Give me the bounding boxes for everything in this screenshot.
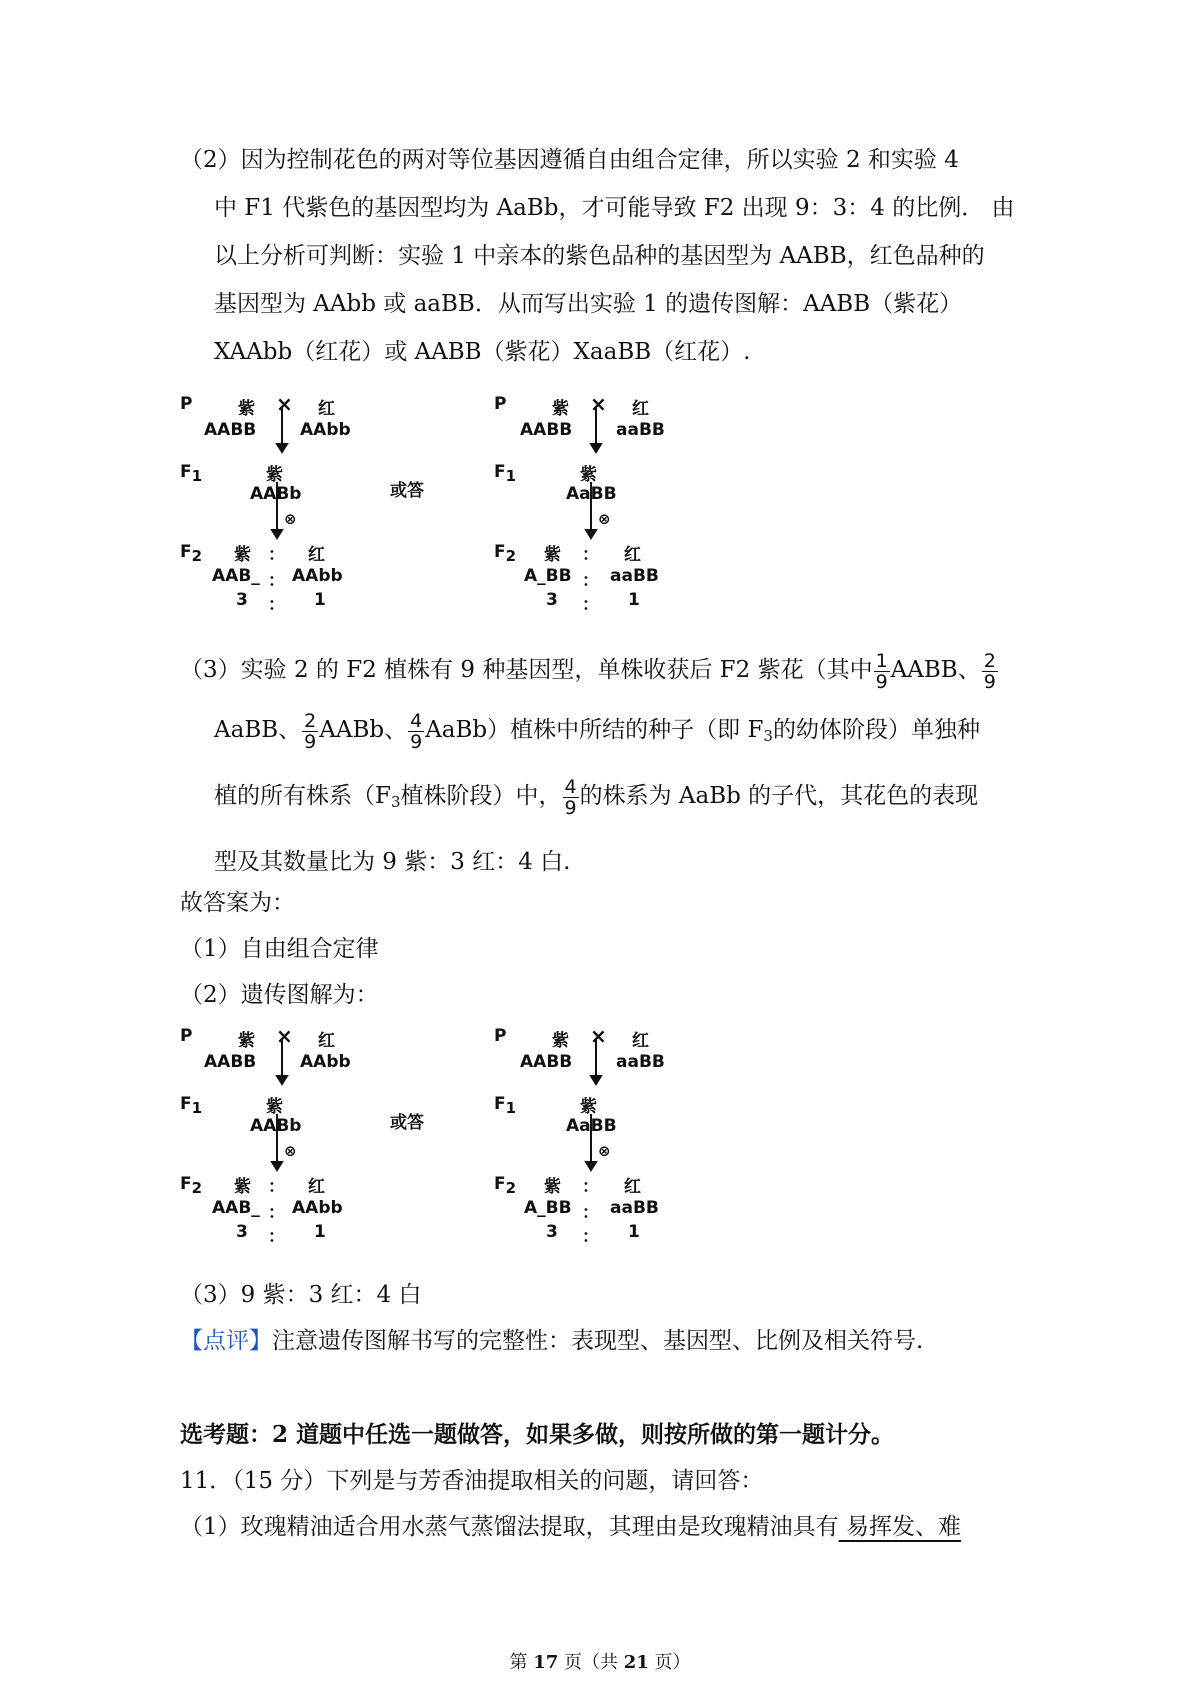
diagram-2-left-p-label: P [180, 1026, 193, 1046]
diagram-2-right-ratio-1: 3 [546, 1222, 558, 1242]
diagram-2-left-f2-label: F2 [180, 1174, 203, 1197]
paragraph-3 [180, 640, 1030, 892]
diagram-1-left-cross: × [276, 392, 293, 416]
elective-section [180, 1412, 1030, 1550]
diagram-2-right-cross: × [590, 1024, 607, 1048]
diagram-2-left-f2-red: 红 [308, 1177, 325, 1197]
diagram-2-left-f1-genotype: AABb [250, 1116, 302, 1136]
diagram-1-right-f2-colon: ： [582, 545, 599, 565]
diagram-1-right-ratio-2: 1 [628, 590, 640, 610]
diagram-2-right-self-symbol: ⊗ [598, 1142, 611, 1160]
diagram-2-right-p1-genotype: AABB [520, 1052, 573, 1072]
page-number: 17 [533, 1652, 559, 1673]
diagram-2-right-ratio-colon: ： [582, 1227, 599, 1247]
diagram-1-right-f2-purple: 紫 [544, 545, 561, 565]
diagram-2-left-p1-genotype: AABB [204, 1052, 257, 1072]
diagram-2-right-f1-label: F1 [494, 1094, 517, 1117]
diagram-1-left-f2-colon-2: ： [268, 571, 285, 591]
page-footer: 第 17 页（共 21 页） [509, 1652, 691, 1673]
diagram-2-left-ratio-colon: ： [268, 1227, 285, 1247]
question-11: 11．（15 分）下列是与芳香油提取相关的问题，请回答： [180, 1468, 764, 1494]
diagram-2-right-f2-genotype-b: aaBB [610, 1198, 659, 1218]
diagram-1-right-self-symbol: ⊗ [598, 510, 611, 528]
diagram-2-left-p-red: 红 [318, 1031, 335, 1051]
diagram-1-left-p-purple: 紫 [238, 399, 255, 419]
p2-line-4: 基因型为 AAbb 或 aaBB．从而写出实验 1 的遗传图解：AABB（紫花） [214, 291, 963, 317]
diagram-2-left-p2-genotype: AAbb [300, 1052, 351, 1072]
diagram-2-left-ratio-2: 1 [314, 1222, 326, 1242]
diagram-2-right-f2-genotype-a: A_BB [524, 1198, 572, 1218]
diagram-1-right-f2-red: 红 [624, 545, 641, 565]
fraction-1-9: $\frac{1}{9}$ [875, 649, 888, 693]
diagram-2-left-ratio-1: 3 [236, 1222, 248, 1242]
diagram-1-or-answer: 或答 [390, 481, 424, 501]
diagram-2-or-answer: 或答 [390, 1113, 424, 1133]
diagram-2-left-f2-genotype-a: AAB_ [212, 1198, 260, 1218]
answer-section [180, 880, 1030, 1018]
diagram-2-left-f2-colon-2: ： [268, 1203, 285, 1223]
diagram-2-left-f2-colon: ： [268, 1177, 285, 1197]
answer-heading: 故答案为： [180, 890, 295, 916]
paragraph-2 [180, 136, 1030, 376]
answer-2: （2）遗传图解为： [180, 982, 379, 1008]
p3-line-2: AaBB、 $\frac{2}{9}$ AABb、 $\frac{4}{9}$ AaBb）植株中所结的种子（即 $F_3$的幼体阶段）单独种 [214, 709, 980, 753]
diagram-1-right-f2-colon-2: ： [582, 571, 599, 591]
q11-blank-answer: 易挥发、难 [838, 1514, 961, 1540]
fraction-2-9-a: $\frac{2}{9}$ [983, 649, 996, 693]
answer-1: （1）自由组合定律 [180, 936, 379, 962]
diagram-1-left-f2-genotype-b: AAbb [292, 566, 343, 586]
fraction-4-9-a: $\frac{4}{9}$ [410, 709, 423, 753]
p2-line-2: 中 F1 代紫色的基因型均为 AaBb，才可能导致 F2 出现 9：3：4 的比例． 由 [214, 195, 1015, 221]
diagram-1-right-p-purple: 紫 [552, 399, 569, 419]
p3-line-1: （3）实验 2 的 F2 植株有 9 种基因型，单株收获后 F2 紫花（其中 $\frac{1}{9}$ AABB、 $\frac{2}{9}$ [180, 649, 996, 693]
p2-line-3: 以上分析可判断：实验 1 中亲本的紫色品种的基因型为 AABB，红色品种的 [214, 243, 985, 269]
diagram-2-left-p-purple: 紫 [238, 1031, 255, 1051]
diagram-1-right-p2-genotype: aaBB [616, 420, 665, 440]
diagram-2-right-p-purple: 紫 [552, 1031, 569, 1051]
diagram-1-right-f1-label: F1 [494, 462, 517, 485]
comment-line [180, 1318, 1030, 1364]
diagram-2-right-p-red: 红 [632, 1031, 649, 1051]
diagram-1-left-p-label: P [180, 394, 193, 414]
diagram-2-left-f1-purple: 紫 [266, 1097, 283, 1117]
diagram-1-right-ratio-colon: ： [582, 595, 599, 615]
diagram-2-right-f2-colon: ： [582, 1177, 599, 1197]
diagram-1-left-f1-label: F1 [180, 462, 203, 485]
diagram-1-left-p2-genotype: AAbb [300, 420, 351, 440]
elective-note: 选考题：2 道题中任选一题做答，如果多做，则按所做的第一题计分。 [180, 1421, 895, 1448]
diagram-1-left-p-red: 红 [318, 399, 335, 419]
diagram-1-left-p1-genotype: AABB [204, 420, 257, 440]
diagram-2-right-p2-genotype: aaBB [616, 1052, 665, 1072]
answer-3: （3）9 紫：3 红：4 白 [180, 1282, 422, 1308]
diagram-1-right-f1-purple: 紫 [580, 465, 597, 485]
diagram-2-right-ratio-2: 1 [628, 1222, 640, 1242]
genetic-diagram-1 [180, 392, 700, 632]
diagram-1-left-f2-purple: 紫 [234, 545, 251, 565]
diagram-1-right-f2-genotype-a: A_BB [524, 566, 572, 586]
question-11-part-1: （1）玫瑰精油适合用水蒸气蒸馏法提取，其理由是玫瑰精油具有 易挥发、难 [180, 1514, 961, 1540]
p3-line-3: 植的所有株系（$F_3$植株阶段）中， $\frac{4}{9}$ 的株系为 AaBb 的子代，其花色的表现 [214, 775, 979, 819]
diagram-2-right-f2-red: 红 [624, 1177, 641, 1197]
diagram-2-right-f1-purple: 紫 [580, 1097, 597, 1117]
diagram-1-left-f2-label: F2 [180, 542, 203, 565]
diagram-2-left-f2-purple: 紫 [234, 1177, 251, 1197]
diagram-2-right-p-label: P [494, 1026, 507, 1046]
diagram-2-left-cross: × [276, 1024, 293, 1048]
p2-line-1: （2）因为控制花色的两对等位基因遵循自由组合定律，所以实验 2 和实验 4 [180, 147, 959, 173]
fraction-4-9-b: $\frac{4}{9}$ [564, 775, 577, 819]
diagram-1-right-f2-label: F2 [494, 542, 517, 565]
diagram-1-left-f2-genotype-a: AAB_ [212, 566, 260, 586]
answer-3-and-comment [180, 1272, 1030, 1364]
comment-text: 注意遗传图解书写的完整性：表现型、基因型、比例及相关符号. [272, 1328, 924, 1354]
diagram-1-right-f1-genotype: AaBB [566, 484, 617, 504]
diagram-1-right-cross: × [590, 392, 607, 416]
diagram-2-right-f2-colon-2: ： [582, 1203, 599, 1223]
diagram-2-left-f2-genotype-b: AAbb [292, 1198, 343, 1218]
comment-tag: 【点评】 [180, 1328, 272, 1354]
p3-line-4: 型及其数量比为 9 紫：3 红：4 白. [214, 849, 571, 875]
diagram-1-left-f2-red: 红 [308, 545, 325, 565]
genetic-diagram-2 [180, 1024, 700, 1264]
diagram-1-left-ratio-1: 3 [236, 590, 248, 610]
diagram-2-right-f1-genotype: AaBB [566, 1116, 617, 1136]
diagram-1-left-ratio-colon: ： [268, 595, 285, 615]
diagram-1-left-ratio-2: 1 [314, 590, 326, 610]
diagram-1-right-f2-genotype-b: aaBB [610, 566, 659, 586]
diagram-1-right-p1-genotype: AABB [520, 420, 573, 440]
diagram-1-left-f1-genotype: AABb [250, 484, 302, 504]
diagram-1-left-f1-purple: 紫 [266, 465, 283, 485]
fraction-2-9-b: $\frac{2}{9}$ [304, 709, 317, 753]
p2-line-5: XAAbb（红花）或 AABB（紫花）XaaBB（红花）. [214, 339, 751, 365]
diagram-1-right-p-red: 红 [632, 399, 649, 419]
diagram-2-left-f1-label: F1 [180, 1094, 203, 1117]
diagram-1-right-ratio-1: 3 [546, 590, 558, 610]
diagram-1-left-self-symbol: ⊗ [284, 510, 297, 528]
diagram-2-right-f2-label: F2 [494, 1174, 517, 1197]
page-total: 21 [623, 1652, 649, 1673]
diagram-2-right-f2-purple: 紫 [544, 1177, 561, 1197]
diagram-2-left-self-symbol: ⊗ [284, 1142, 297, 1160]
diagram-1-right-p-label: P [494, 394, 507, 414]
diagram-1-left-f2-colon: ： [268, 545, 285, 565]
